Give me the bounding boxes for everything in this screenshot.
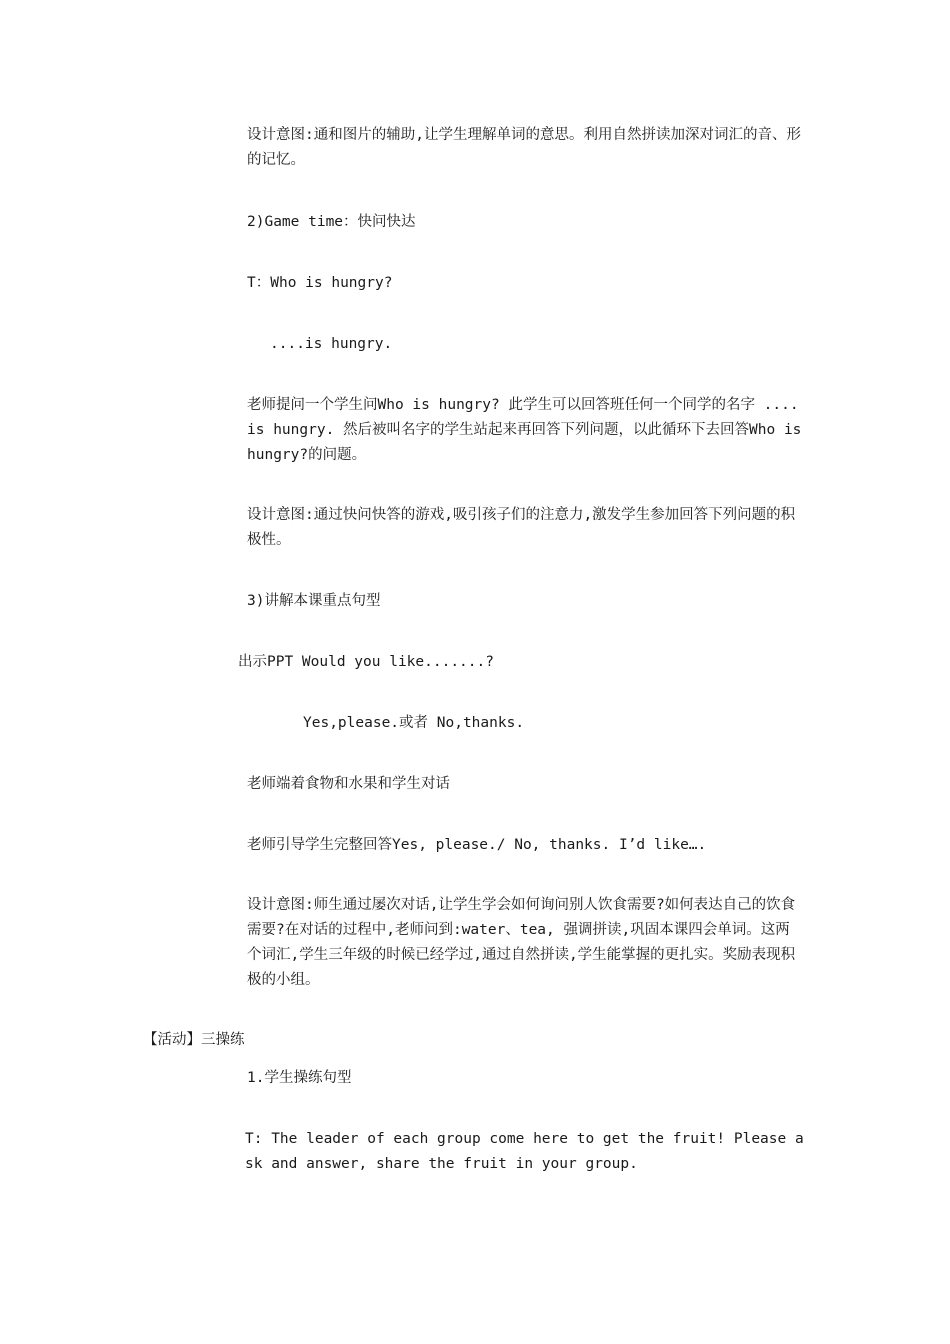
design-intent-paragraph-2: 设计意图:通过快问快答的游戏,吸引孩子们的注意力,激发学生参加回答下列问题的积极性。 [247,507,796,548]
teacher-guide-line: 老师引导学生完整回答Yes, please./ No, thanks. I’d like…. [247,837,707,853]
teacher-question: T：Who is hungry? [247,275,393,291]
practice-heading: 1.学生操练句型 [247,1070,352,1086]
yes-no-line: Yes,please.或者 No,thanks. [303,715,525,731]
design-intent-paragraph-1: 设计意图:通和图片的辅助,让学生理解单词的意思。利用自然拼读加深对词汇的音、形的记忆。 [247,127,801,168]
key-sentence-heading: 3)讲解本课重点句型 [247,593,381,609]
teacher-food-line: 老师端着食物和水果和学生对话 [247,776,450,792]
show-ppt-line: 出示PPT Would you like.......? [238,654,494,670]
game-description-paragraph: 老师提问一个学生问Who is hungry? 此学生可以回答班任何一个同学的名字 ....is hungry. 然后被叫名字的学生站起来再回答下列问题，以此循环下去回答Who is hungry?的问题。 [247,397,802,463]
game-time-heading: 2)Game time：快问快达 [247,214,416,230]
activity-heading: 【活动】三操练 [143,1032,245,1048]
design-intent-paragraph-3: 设计意图:师生通过屡次对话,让学生学会如何询问别人饮食需要?如何表达自己的饮食需要?在对话的过程中,老师问到:water、tea, 强调拼读,巩固本课四会单词。这两个词汇,学生三年级的时候已经学过,通过自然拼读,学生能掌握的更扎实。奖励表现积极的小组。 [247,897,796,988]
teacher-instruction-paragraph: T: The leader of each group come here to get the fruit! Please ask and answer, share the fruit in your group. [245,1131,804,1172]
answer-pattern: ....is hungry. [270,336,393,352]
